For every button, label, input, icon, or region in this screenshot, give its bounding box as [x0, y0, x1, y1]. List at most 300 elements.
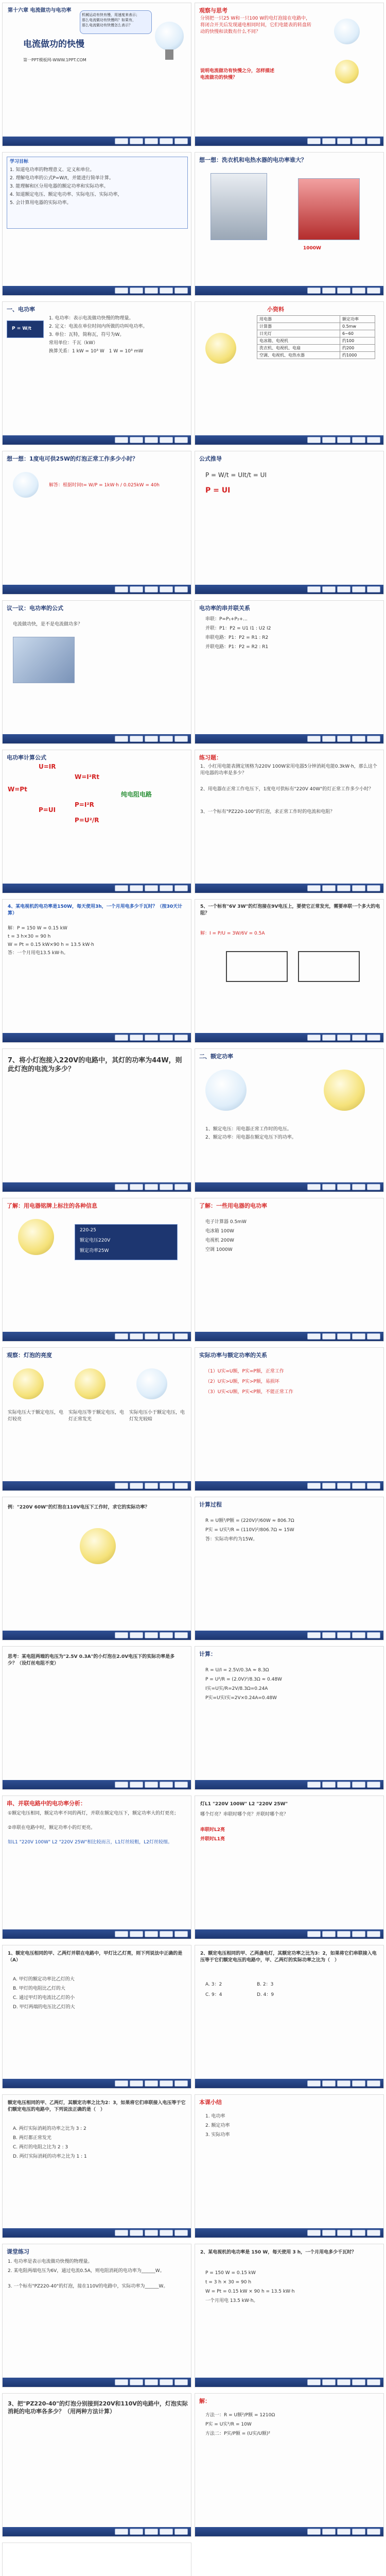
option-c[interactable]: C. 通过甲灯的电流比乙灯的小 — [13, 1995, 75, 2001]
end-button[interactable] — [174, 736, 188, 742]
option-c[interactable]: C. 9：4 — [205, 1992, 222, 1997]
next-button[interactable] — [130, 1483, 143, 1489]
end-button[interactable] — [174, 2379, 188, 2385]
prev-button[interactable] — [115, 2230, 128, 2236]
menu-button[interactable] — [352, 885, 365, 891]
slide-nav — [307, 1483, 380, 1489]
relation-3: 串联电路：P1：P2 = R1 : R2 — [205, 635, 269, 640]
menu-button[interactable] — [160, 1632, 173, 1638]
end-button[interactable] — [174, 1035, 188, 1041]
prev-button[interactable] — [115, 1931, 128, 1937]
prev-button[interactable] — [115, 1483, 128, 1489]
slide-nav — [307, 1632, 380, 1638]
slide-band — [3, 2228, 191, 2238]
prev-button[interactable] — [115, 586, 128, 592]
home-button[interactable] — [145, 1931, 158, 1937]
next-button[interactable] — [130, 1632, 143, 1638]
home-button[interactable] — [145, 287, 158, 294]
chapter-subtitle: 第十六章 电流做功与电功率 — [8, 8, 72, 13]
next-button[interactable] — [130, 736, 143, 742]
slide-observe — [195, 3, 384, 146]
slide-band — [3, 1780, 191, 1789]
next-button[interactable] — [322, 1483, 336, 1489]
menu-button[interactable] — [160, 885, 173, 891]
prev-button[interactable] — [307, 736, 321, 742]
prev-button[interactable] — [307, 1632, 321, 1638]
slide-goals-b — [195, 152, 384, 296]
slide-think-2-solution — [195, 1646, 384, 1790]
slide-nav — [307, 138, 380, 144]
question-bubble: 机械运动有快有慢，用速度来表示； 那么电流做功有快慢吗？如果有， 那么电流做功有快慢怎么表示？ — [80, 10, 152, 34]
label-pu2r: P=U²/R — [75, 817, 99, 824]
prev-button[interactable] — [115, 1035, 128, 1041]
slide-nav — [115, 1184, 188, 1190]
menu-button[interactable] — [352, 2080, 365, 2087]
washing-machine-photo — [210, 173, 267, 240]
end-button[interactable] — [367, 885, 380, 891]
slide-series-parallel — [195, 600, 384, 744]
menu-button[interactable] — [352, 287, 365, 294]
prev-button[interactable] — [307, 586, 321, 592]
end-button[interactable] — [174, 1184, 188, 1190]
next-button[interactable] — [322, 2080, 336, 2087]
row-6 — [0, 747, 386, 896]
end-button[interactable] — [174, 437, 188, 443]
home-button[interactable] — [145, 1483, 158, 1489]
tip-text: 说明电流做功有快慢之分，怎样描述电流做功的快慢？ — [200, 69, 275, 80]
slide-heading: 了解：一些用电器的电功率 — [199, 1202, 267, 1209]
slide-band — [195, 2527, 383, 2536]
option-a[interactable]: A. 甲灯的额定功率比乙灯的大 — [13, 1977, 75, 1982]
bulb-icon — [205, 1070, 247, 1111]
menu-button[interactable] — [352, 736, 365, 742]
home-button[interactable] — [145, 586, 158, 592]
home-button[interactable] — [145, 1333, 158, 1340]
problem-text: 例："220V 60W"的灯泡在110V电压下工作时，求它的实际功率？ — [8, 1505, 150, 1510]
option-a[interactable]: A. 两灯实际消耗的功率之比为 3 : 2 — [13, 2126, 86, 2131]
end-button[interactable] — [367, 1184, 380, 1190]
next-button[interactable] — [130, 2529, 143, 2535]
prev-button[interactable] — [115, 287, 128, 294]
label-pi2r: P=I²R — [75, 801, 94, 808]
slide-band — [195, 286, 383, 295]
item-1: 1. 电功率：表示电流做功快慢的物理量。 — [49, 316, 134, 321]
slide-data-table — [195, 301, 384, 445]
slide-summary — [195, 2094, 384, 2238]
end-button[interactable] — [174, 287, 188, 294]
option-b[interactable]: B. 两灯都正常发光 — [13, 2136, 51, 2141]
next-button[interactable] — [322, 1035, 336, 1041]
slide-goals-a — [2, 152, 191, 296]
slide-band — [3, 1929, 191, 1939]
end-button[interactable] — [367, 287, 380, 294]
menu-button[interactable] — [160, 2230, 173, 2236]
slide-nav — [115, 138, 188, 144]
slide-lamp-two-methods — [2, 2393, 191, 2537]
menu-button[interactable] — [160, 2379, 173, 2385]
menu-button[interactable] — [160, 2080, 173, 2087]
slide-nav — [307, 2529, 380, 2535]
next-button[interactable] — [322, 885, 336, 891]
prev-button[interactable] — [307, 437, 321, 443]
label-pure-resistor: 纯电阻电路 — [121, 791, 152, 798]
problem-text: 5、一个标有"6V 3W"的灯泡接在9V电压上，要使它正常发光，需要串联一个多大的电阻？ — [200, 904, 380, 916]
next-button[interactable] — [130, 287, 143, 294]
home-button[interactable] — [145, 437, 158, 443]
end-button[interactable] — [367, 2080, 380, 2087]
slide-nav — [115, 2379, 188, 2385]
home-button[interactable] — [337, 1333, 350, 1340]
home-button[interactable] — [145, 1782, 158, 1788]
menu-button[interactable] — [352, 1333, 365, 1340]
next-button[interactable] — [130, 1782, 143, 1788]
option-c[interactable]: C. 两灯的电阻之比为 2 : 3 — [13, 2145, 68, 2150]
next-button[interactable] — [322, 287, 336, 294]
analysis-2: ②串联在电路中时，额定功率小的灯更亮。 — [8, 1825, 96, 1831]
home-button[interactable] — [337, 1184, 350, 1190]
slide-brightness — [2, 1347, 191, 1491]
menu-button[interactable] — [352, 1931, 365, 1937]
prev-button[interactable] — [115, 2379, 128, 2385]
slide-nav — [115, 2080, 188, 2087]
prev-button[interactable] — [307, 1782, 321, 1788]
slide-nav — [115, 586, 188, 592]
slide-heading: 实际功率与额定功率的关系 — [199, 1352, 267, 1359]
slide-heading: 二、额定功率 — [199, 1053, 233, 1060]
option-d[interactable]: D. 两灯实际消耗的功率之比为 1 : 1 — [13, 2154, 87, 2159]
cell: 约100 — [340, 337, 375, 345]
slide-nav — [115, 1333, 188, 1340]
relation-2: （2）U实>U额，P实>P额，易损坏 — [205, 1379, 279, 1384]
quiz-question: 额定电压相同的甲、乙两灯，其额定功率之比为2：3，如果将它们串联接入电压等于它们额定电压的电路中，下列说法正确的是（ ） — [8, 2100, 186, 2112]
prev-button[interactable] — [115, 736, 128, 742]
row-2 — [0, 149, 386, 299]
slide-quiz-2 — [195, 1945, 384, 2089]
prev-button[interactable] — [115, 1782, 128, 1788]
end-button[interactable] — [367, 2529, 380, 2535]
next-button[interactable] — [130, 437, 143, 443]
next-button[interactable] — [322, 586, 336, 592]
next-button[interactable] — [130, 885, 143, 891]
next-button[interactable] — [130, 2230, 143, 2236]
home-button[interactable] — [145, 138, 158, 144]
cell: 洗衣机、电视机、电扇 — [257, 345, 340, 352]
prev-button[interactable] — [115, 138, 128, 144]
home-button[interactable] — [145, 736, 158, 742]
method-1-result: P实 = U实²/R = 10W — [205, 2422, 252, 2427]
end-button[interactable] — [174, 1483, 188, 1489]
home-button[interactable] — [337, 287, 350, 294]
menu-button[interactable] — [160, 1035, 173, 1041]
item-5: 换算关系：1 kW = 10³ W 1 W = 10³ mW — [49, 349, 144, 354]
home-button[interactable] — [145, 1184, 158, 1190]
bulb-icon — [324, 1070, 365, 1111]
home-button[interactable] — [145, 2080, 158, 2087]
option-d[interactable]: D. 甲灯两端的电压比乙灯的大 — [13, 2005, 75, 2010]
question-text: 分别把一只25 W和一只100 W的电灯泡接在电路中，将闭合开关后发现通电相同时间，它们电能表的转盘转动的快慢和读数有什么不同？ — [200, 16, 312, 35]
end-button[interactable] — [367, 586, 380, 592]
slide-analysis — [2, 1795, 191, 1939]
home-button[interactable] — [337, 1632, 350, 1638]
home-button[interactable] — [337, 736, 350, 742]
solution-1: 解：P = 150 W = 0.15 kW — [8, 926, 67, 931]
slide-nav — [115, 1035, 188, 1041]
prev-button[interactable] — [307, 2379, 321, 2385]
end-button[interactable] — [367, 1483, 380, 1489]
home-button[interactable] — [337, 1483, 350, 1489]
next-button[interactable] — [130, 2080, 143, 2087]
prev-button[interactable] — [307, 2230, 321, 2236]
home-button[interactable] — [337, 138, 350, 144]
slide-heading: 电功率的串并联关系 — [199, 605, 250, 612]
row-5 — [0, 598, 386, 747]
prev-button[interactable] — [307, 2529, 321, 2535]
prev-button[interactable] — [307, 1035, 321, 1041]
rated-voltage: 1、额定电压：用电器正常工作时的电压。 — [205, 1127, 292, 1132]
end-button[interactable] — [174, 586, 188, 592]
next-button[interactable] — [130, 138, 143, 144]
prev-button[interactable] — [307, 885, 321, 891]
item-3: 3. 单位：瓦特，简称瓦，符号为W。 — [49, 332, 125, 337]
slide-classwork — [2, 2244, 191, 2387]
menu-button[interactable] — [352, 586, 365, 592]
step-2: P = U²/R = (2.0V)²/8.3Ω ≈ 0.48W — [205, 1677, 282, 1682]
end-button[interactable] — [367, 138, 380, 144]
end-button[interactable] — [174, 1632, 188, 1638]
relation-3: （3）U实<U额，P实<P额，不能正常工作 — [205, 1389, 293, 1395]
slide-nav — [115, 1782, 188, 1788]
end-button[interactable] — [367, 1931, 380, 1937]
row-1 — [0, 0, 386, 149]
prev-button[interactable] — [307, 1333, 321, 1340]
prev-button[interactable] — [307, 1483, 321, 1489]
next-button[interactable] — [130, 2379, 143, 2385]
cell: 电冰箱、电视机 — [257, 337, 340, 345]
slide-heading: 了解：用电器铭牌上标注的各种信息 — [7, 1202, 97, 1209]
slide-nav — [307, 287, 380, 294]
relation-2: 并联：P1：P2 = U1 I1 : U2 I2 — [205, 626, 271, 631]
next-button[interactable] — [322, 2230, 336, 2236]
slide-heading: 练习题： — [199, 754, 222, 761]
end-button[interactable] — [174, 2529, 188, 2535]
end-button[interactable] — [174, 2230, 188, 2236]
solution-text: 解：I = P/U = 3W/6V = 0.5A — [200, 931, 265, 936]
classwork-3: 3. 一个标有"PZ220-40"的灯泡，接在110V的电路中，实际功率为______W。 — [8, 2284, 168, 2289]
menu-button[interactable] — [352, 2230, 365, 2236]
home-button[interactable] — [145, 2379, 158, 2385]
menu-button[interactable] — [352, 138, 365, 144]
nameplate-model: 220-25 — [80, 1228, 96, 1233]
menu-button[interactable] — [352, 1483, 365, 1489]
solution-1: P = 150 W = 0.15 kW — [205, 2270, 256, 2276]
prev-button[interactable] — [307, 287, 321, 294]
option-b[interactable]: B. 甲灯的电阻比乙灯的大 — [13, 1986, 65, 1991]
menu-button[interactable] — [352, 1184, 365, 1190]
slide-band — [3, 1332, 191, 1341]
home-button[interactable] — [145, 1632, 158, 1638]
slide-nav — [115, 1632, 188, 1638]
end-button[interactable] — [174, 2080, 188, 2087]
home-button[interactable] — [145, 1035, 158, 1041]
end-button[interactable] — [174, 138, 188, 144]
home-button[interactable] — [337, 2529, 350, 2535]
menu-button[interactable] — [352, 1632, 365, 1638]
problem-text: 灯L1 "220V 100W" L2 "220V 25W" — [200, 1802, 288, 1807]
home-button[interactable] — [145, 885, 158, 891]
next-button[interactable] — [322, 1333, 336, 1340]
next-button[interactable] — [322, 736, 336, 742]
problem-text: 2、某电视机的电功率是 150 W，每天使用 3 h，一个月用电多少千瓦时？ — [200, 2250, 357, 2255]
menu-button[interactable] — [160, 1782, 173, 1788]
home-button[interactable] — [337, 1782, 350, 1788]
slide-band — [195, 2228, 383, 2238]
end-button[interactable] — [367, 1333, 380, 1340]
prev-button[interactable] — [115, 1184, 128, 1190]
cell: 日光灯 — [257, 330, 340, 337]
slide-nav — [115, 1931, 188, 1937]
slide-appliance-powers — [195, 1198, 384, 1342]
menu-button[interactable] — [352, 437, 365, 443]
appliance-2: 电冰箱 100W — [205, 1229, 234, 1234]
row-8 — [0, 1046, 386, 1195]
home-button[interactable] — [337, 885, 350, 891]
nameplate-voltage: 额定电压220V — [80, 1238, 111, 1243]
next-button[interactable] — [322, 1184, 336, 1190]
next-button[interactable] — [322, 1782, 336, 1788]
prev-button[interactable] — [307, 2080, 321, 2087]
prev-button[interactable] — [307, 1931, 321, 1937]
menu-button[interactable] — [352, 2529, 365, 2535]
cell: 约200 — [340, 345, 375, 352]
power-label: 1000W — [303, 246, 321, 251]
prev-button[interactable] — [115, 2529, 128, 2535]
home-button[interactable] — [337, 2080, 350, 2087]
menu-button[interactable] — [352, 1035, 365, 1041]
slide-band — [3, 585, 191, 594]
solution-3: W = Pt = 0.15 kW×90 h = 13.5 kW·h — [8, 942, 94, 947]
step-1: R = U额²/P额 = (220V)²/60W ≈ 806.7Ω — [205, 1518, 294, 1523]
option-a[interactable]: A. 3：2 — [205, 1982, 222, 1987]
nameplate-power: 额定功率25W — [80, 1248, 109, 1253]
slide-nav — [115, 287, 188, 294]
menu-button[interactable] — [160, 138, 173, 144]
end-button[interactable] — [367, 1782, 380, 1788]
menu-button[interactable] — [160, 586, 173, 592]
slide-nav — [307, 1035, 380, 1041]
prev-button[interactable] — [307, 138, 321, 144]
menu-button[interactable] — [160, 1931, 173, 1937]
home-button[interactable] — [337, 2230, 350, 2236]
home-button[interactable] — [145, 2529, 158, 2535]
label-bright: 实际电压大于额定电压，电灯较亮 — [8, 1410, 64, 1422]
slide-heading: 计算过程 — [199, 1501, 222, 1508]
answer-parallel: 并联时L1亮 — [200, 1837, 225, 1842]
answer-text: 解答：根据时间t= W/P = 1kW·h / 0.025kW = 40h — [49, 483, 160, 488]
end-button[interactable] — [367, 2230, 380, 2236]
menu-button[interactable] — [352, 1782, 365, 1788]
end-button[interactable] — [367, 736, 380, 742]
circuit-diagram — [226, 951, 288, 982]
option-b[interactable]: B. 2：3 — [257, 1982, 274, 1987]
cell: 0.5mw — [340, 323, 375, 330]
menu-button[interactable] — [160, 1184, 173, 1190]
menu-button[interactable] — [160, 2529, 173, 2535]
end-button[interactable] — [367, 437, 380, 443]
exercise-3: 3、一个标有"PZ220-100"的灯泡，求正常工作时的电流和电阻？ — [200, 809, 335, 815]
slide-actual-vs-rated — [195, 1347, 384, 1491]
method-2: 方法二：P实/P额 = (U实/U额)² — [205, 2431, 270, 2436]
label-wpt: W=Pt — [8, 786, 27, 793]
next-button[interactable] — [322, 2379, 336, 2385]
prev-button[interactable] — [115, 885, 128, 891]
goal-2: 2. 理解电功率的公式P=W/t，并能进行简单计算。 — [10, 176, 114, 181]
option-d[interactable]: D. 4：9 — [257, 1992, 274, 1997]
slide-nav — [115, 2529, 188, 2535]
end-button[interactable] — [367, 1632, 380, 1638]
slide-nav — [307, 586, 380, 592]
cell: 空调、电视机、电热水器 — [257, 352, 340, 359]
end-button[interactable] — [367, 2379, 380, 2385]
slide-nav — [307, 2379, 380, 2385]
menu-button[interactable] — [160, 736, 173, 742]
next-button[interactable] — [130, 1035, 143, 1041]
label-wi2rt: W=I²Rt — [75, 773, 99, 781]
home-button[interactable] — [337, 1931, 350, 1937]
next-button[interactable] — [130, 586, 143, 592]
slide-nav — [307, 1782, 380, 1788]
slide-heading: 想一想：1度电可供25W的灯泡正常工作多少小时？ — [7, 455, 138, 462]
next-button[interactable] — [322, 2529, 336, 2535]
end-button[interactable] — [174, 1333, 188, 1340]
menu-button[interactable] — [160, 437, 173, 443]
formula: P = W/t — [12, 326, 31, 331]
next-button[interactable] — [322, 1931, 336, 1937]
prev-button[interactable] — [115, 1632, 128, 1638]
end-button[interactable] — [174, 1931, 188, 1937]
end-button[interactable] — [174, 885, 188, 891]
end-button[interactable] — [367, 1035, 380, 1041]
end-button[interactable] — [174, 1782, 188, 1788]
slide-band — [195, 734, 383, 743]
menu-button[interactable] — [352, 2379, 365, 2385]
menu-button[interactable] — [160, 1333, 173, 1340]
home-button[interactable] — [145, 2230, 158, 2236]
prev-button[interactable] — [115, 1333, 128, 1340]
menu-button[interactable] — [160, 287, 173, 294]
slide-band — [3, 2079, 191, 2088]
menu-button[interactable] — [160, 1483, 173, 1489]
next-button[interactable] — [130, 1931, 143, 1937]
site-label: 第一PPT模板网-WWW.1PPT.COM — [23, 58, 86, 62]
next-button[interactable] — [130, 1333, 143, 1340]
home-button[interactable] — [337, 1035, 350, 1041]
slide-nav — [115, 437, 188, 443]
next-button[interactable] — [322, 437, 336, 443]
goal-3: 3. 能理解和区分用电器的额定功率和实际功率。 — [10, 184, 109, 189]
home-button[interactable] — [337, 586, 350, 592]
item-4: 常用单位：千瓦（kW） — [49, 341, 98, 346]
slide-exercise — [195, 750, 384, 893]
prev-button[interactable] — [115, 2080, 128, 2087]
next-button[interactable] — [322, 138, 336, 144]
home-button[interactable] — [337, 2379, 350, 2385]
next-button[interactable] — [130, 1184, 143, 1190]
prev-button[interactable] — [307, 1184, 321, 1190]
home-button[interactable] — [337, 437, 350, 443]
prev-button[interactable] — [115, 437, 128, 443]
next-button[interactable] — [322, 1632, 336, 1638]
row-17 — [0, 2391, 386, 2540]
